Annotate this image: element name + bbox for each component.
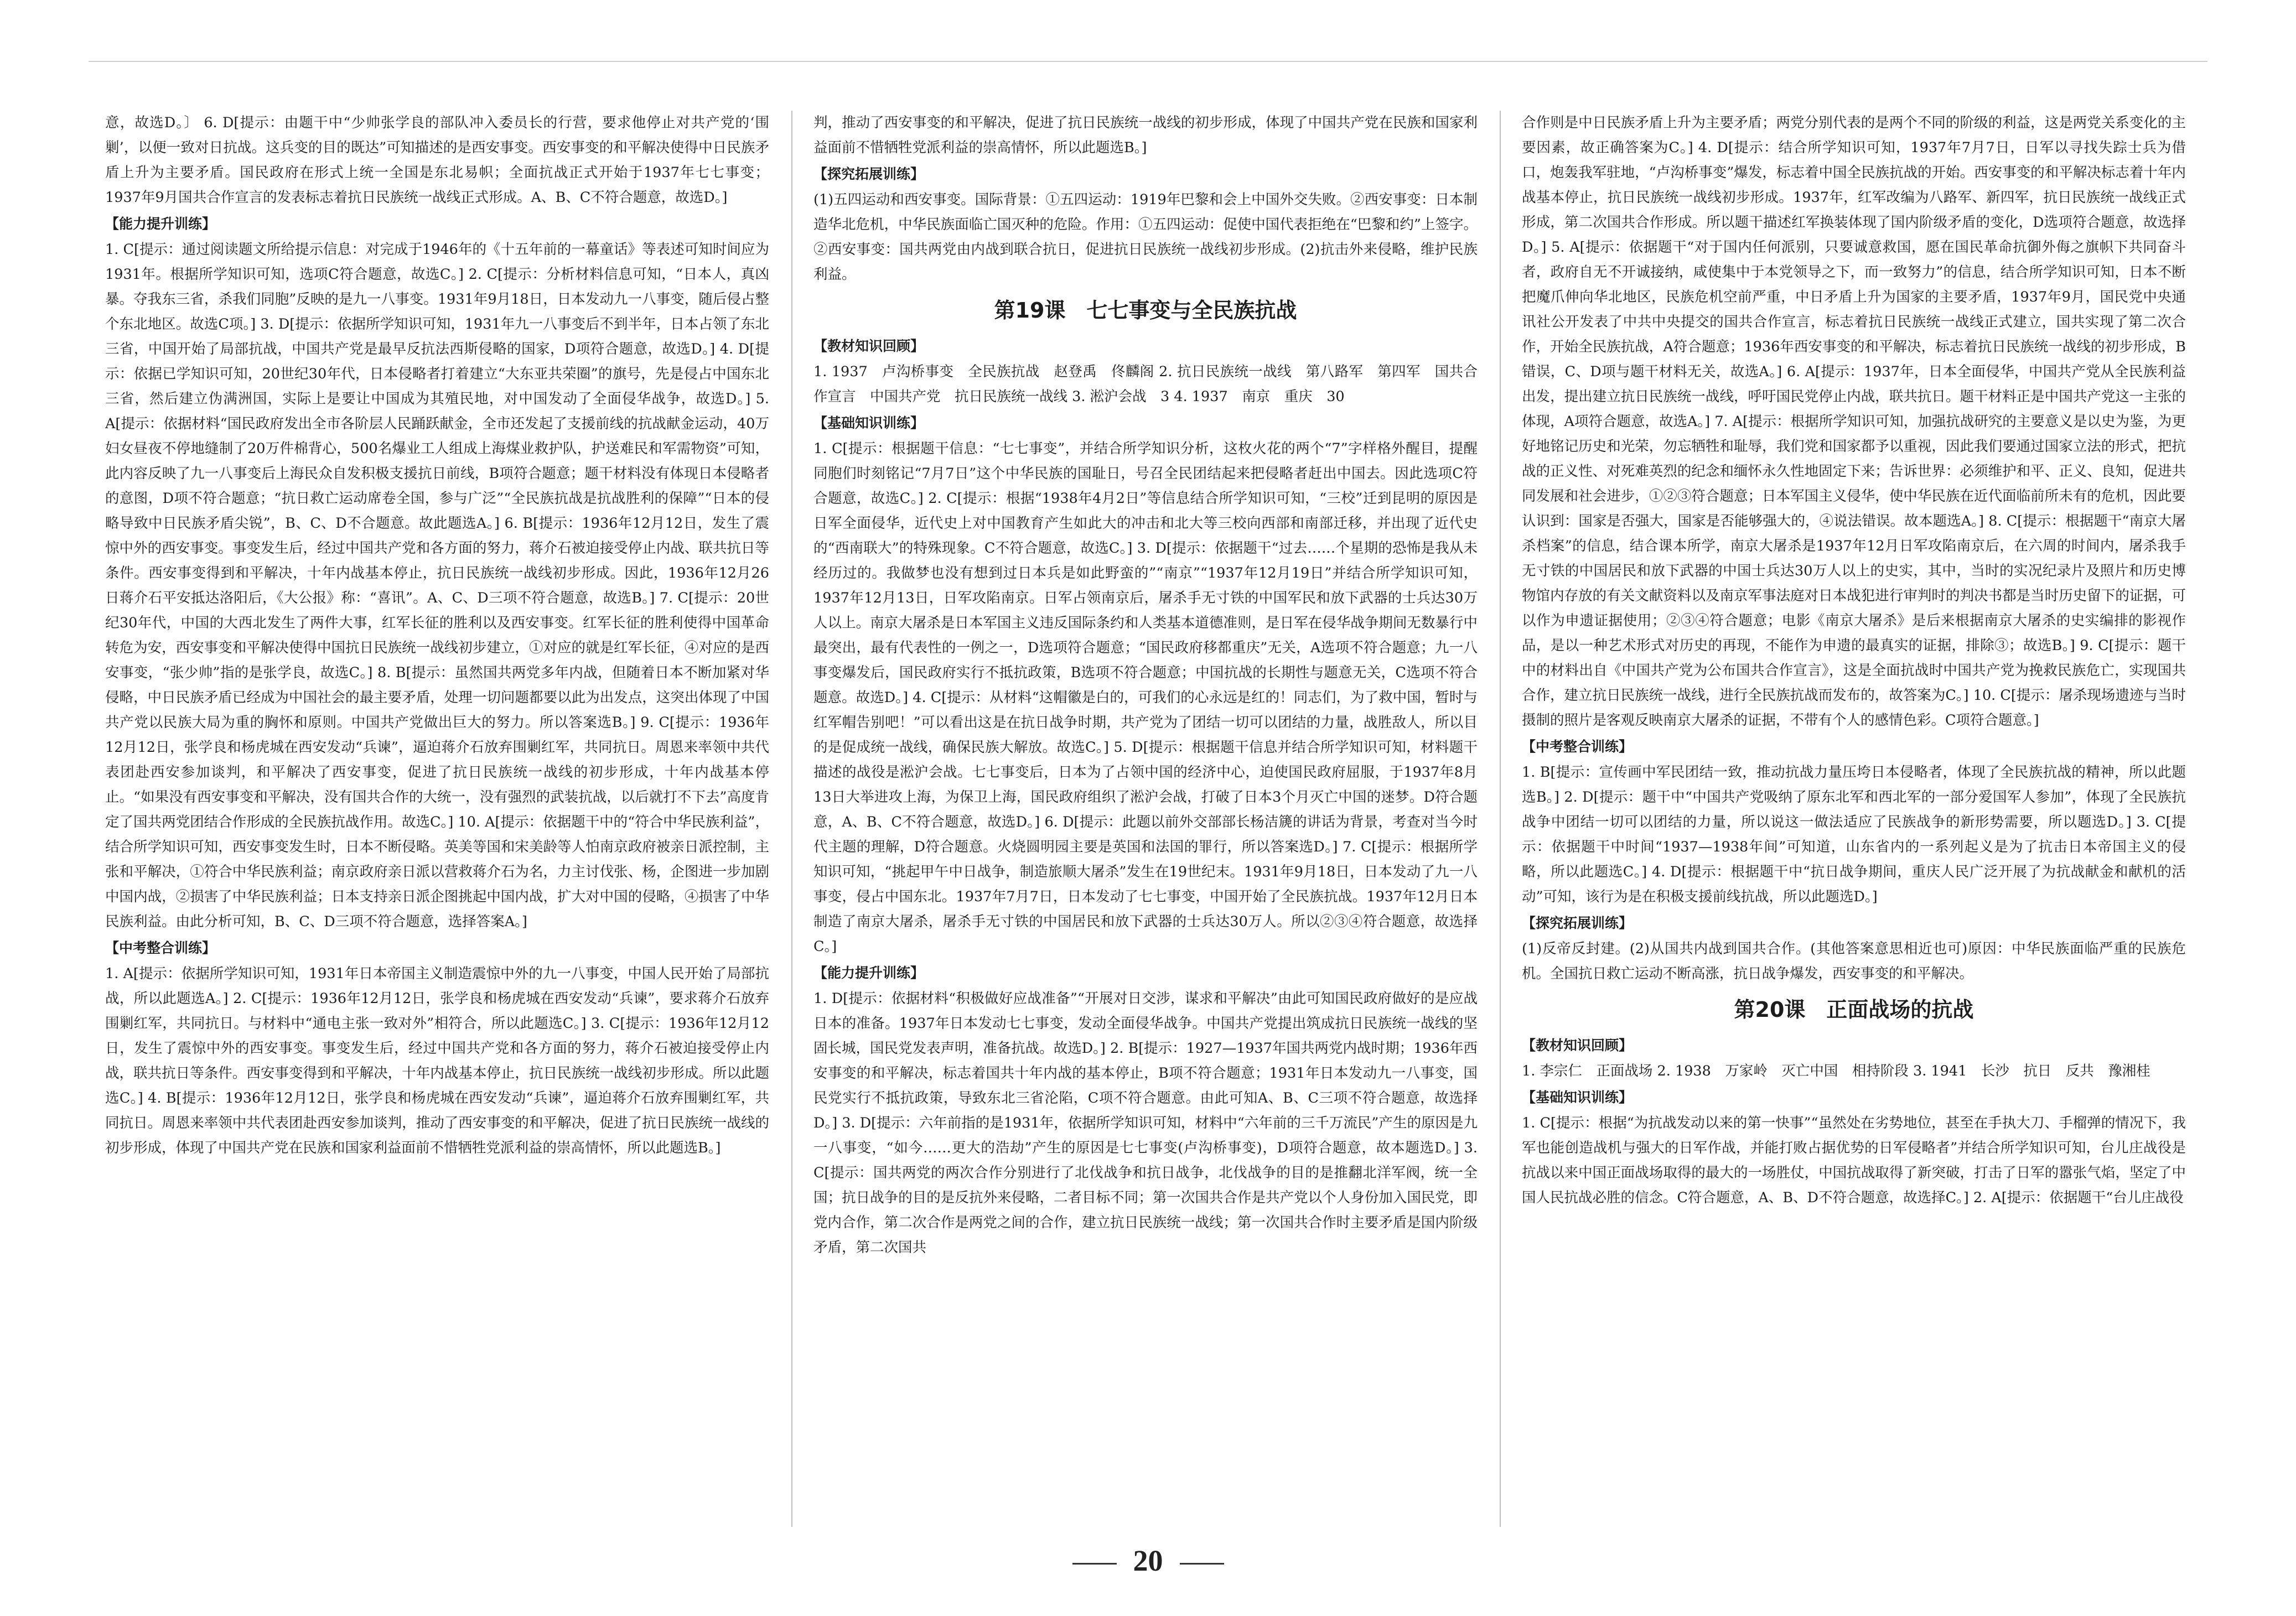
- page-number-text: 20: [1133, 1544, 1163, 1577]
- column-left: [105, 111, 769, 1527]
- paragraph: 意，故选D。〕 6. D[提示：由题干中“少帅张学良的部队冲入委员长的行营，要求他停止对共产党的‘围剿’，以便一致对日抗战。这兵变的目的既达”可知描述的是西安事变。西安事变的和平解决使得中日民族矛盾上升为主要矛盾。国民政府在形式上统一全国是东北易帜；全面抗战正式开始于1937年七七事变；1937年9月国共合作宣言的发表标志着抗日民族统一战线正式形成。A、B、C不符合题意，故选D。]: [105, 115, 769, 206]
- section-heading: 【基础知识训练】: [1522, 1089, 1633, 1105]
- paragraph: 1. C[提示：通过阅读题文所给提示信息：对完成于1946年的《十五年前的一幕童话》等表述可知时间应为1931年。根据所学知识可知，选项C符合题意，故选C。] 2. C[提示：分析材料信息可知，“日本人，真凶暴。夺我东三省，杀我们同胞”反映的是九一八事变。1931年9月18日，日本发动九一八事变，随后侵占整个东北地区。故选C项。] 3. D[提示：依据所学知识可知，1931年九一八事变后不到半年，日本占领了东北三省，中国开始了局部抗战，中国共产党是最早反抗法西斯侵略的国家，D项符合题意，故选D。] 4. D[提示：依据已学知识可知，20世纪30年代，日本侵略者打着建立“大东亚共荣圈”的旗号，先是侵占中国东北三省，然后建立伪满洲国，实际上是要让中国成为其殖民地，对中国发动了全面侵华战争，故选D。] 5. A[提示：依据材料“国民政府发出全市各阶层人民踊跃献金，全市还发起了支援前线的抗战献金运动，40万妇女昼夜不停地缝制了20万件棉背心，500名爆业工人组成上海煤业救护队，护送难民和军需物资”可知，此内容反映了九一八事变后上海民众自发积极支援抗日前线，B项符合题意；题干材料没有体现日本侵略者的意图，D项不符合题意；“抗日救亡运动席卷全国，参与广泛”“全民族抗战是抗战胜利的保障”“日本的侵略导致中日民族矛盾尖锐”，B、C、D不合题意。故此题选A。] 6. B[提示：1936年12月12日，发生了震惊中外的西安事变。事变发生后，经过中国共产党和各方面的努力，蒋介石被迫接受停止内战、联共抗日等条件。西安事变得到和平解决，十年内战基本停止，抗日民族统一战线初步形成。因此，1936年12月26日蒋介石平安抵达洛阳后，《大公报》称：“喜讯”。A、C、D三项不符合题意，故选B。] 7. C[提示：20世纪30年代，中国的大西北发生了两件大事，红军长征的胜利以及西安事变。红军长征的胜利使得中国革命转危为安，西安事变和平解决使得中国抗日民族统一战线初步建立，①对应的就是红军长征，④对应的是西安事变，“张少帅”指的是张学良，故选C。] 8. B[提示：虽然国共两党多年内战，但随着日本不断加紧对华侵略，中日民族矛盾已经成为中国社会的最主要矛盾，处理一切问题都要以此为出发点，这突出体现了中国共产党以民族大局为重的胸怀和原则。中国共产党做出巨大的努力。所以答案选B。] 9. C[提示：1936年12月12日，张学良和杨虎城在西安发动“兵谏”，逼迫蒋介石放弃围剿红军，共同抗日。周恩来率领中共代表团赴西安参加谈判，和平解决了西安事变，促进了抗日民族统一战线的初步形成，十年内战基本停止。“如果没有西安事变和平解决，没有国共合作的大统一，没有强烈的武装抗战，以后就打不下去”高度肯定了国共两党团结合作形成的全民族抗战作用。故选C。] 10. A[提示：依据题干中的“符合中华民族利益”，结合所学知识可知，西安事变发生时，日本不断侵略。英美等国和宋美龄等人怕南京政府被亲日派控制，主张和平解决，①符合中华民族利益；南京政府亲日派以营救蒋介石为名，力主讨伐张、杨，企图进一步加剧中国内战，②损害了中华民族利益；日本支持亲日派企图挑起中国内战，扩大对中国的侵略，④损害了中华民族利益。由此分析可知，B、C、D三项不符合题意，选择答案A。]: [105, 241, 769, 930]
- paragraph: (1)五四运动和西安事变。国际背景：①五四运动：1919年巴黎和会上中国外交失败。②西安事变：日本制造华北危机，中华民族面临亡国灭种的危险。作用：①五四运动：促使中国代表拒绝在“巴黎和约”上签字。②西安事变：国共两党由内战到联合抗日，促进抗日民族统一战线初步形成。(2)抗击外来侵略，维护民族利益。: [813, 191, 1478, 283]
- paragraph: 1. 1937 卢沟桥事变 全民族抗战 赵登禹 佟麟阁 2. 抗日民族统一战线 第八路军 第四军 国共合作宣言 中国共产党 抗日民族统一战线 3. 淞沪会战 3 4. 1937 南京 重庆 30: [813, 363, 1478, 405]
- top-rule: [89, 61, 2207, 62]
- paragraph: 1. D[提示：依据材料“积极做好应战准备”“开展对日交涉，谋求和平解决”由此可知国民政府做好的是应战日本的准备。1937年日本发动七七事变，发动全面侵华战争。中国共产党提出筑成抗日民族统一战线的坚固长城，国民党发表声明，准备抗战。故选D。] 2. B[提示：1927—1937年国共两党内战时期；1936年西安事变的和平解决，标志着国共十年内战的基本停止，B项不符合题意；1931年日本发动九一八事变，国民党实行不抵抗政策，导致东北三省沦陷，C项不符合题意。由此可知A、B、C三项不符合题意，故选择D。] 3. D[提示：六年前指的是1931年，依据所学知识可知，材料中“六年前的三千万流民”产生的原因是九一八事变，“如今……更大的浩劫”产生的原因是七七事变(卢沟桥事变)，D项符合题意，故本题选D。] 3. C[提示：国共两党的两次合作分别进行了北伐战争和抗日战争，北伐战争的目的是推翻北洋军阀，统一全国；抗日战争的目的是反抗外来侵略，二者目标不同；第一次国共合作是共产党以个人身份加入国民党，即党内合作，第二次合作是两党之间的合作，建立抗日民族统一战线；第一次国共合作时主要矛盾是国内阶级矛盾，第二次国共: [813, 990, 1478, 1256]
- paragraph: 1. C[提示：根据题干信息：“七七事变”，并结合所学知识分析，这枚火花的两个“7”字样格外醒目，提醒同胞们时刻铭记“7月7日”这个中华民族的国耻日，号召全民团结起来把侵略者赶出中国去。因此选项C符合题意，故选C。] 2. C[提示：根据“1938年4月2日”等信息结合所学知识可知，“三校”迁到昆明的原因是日军全面侵华，近代史上对中国教育产生如此大的冲击和北大等三校向西部和南部迁移，并出现了近代史的“西南联大”的特殊现象。C不符合题意，故选C。] 3. D[提示：依据题干“过去……个星期的恐怖是我从未经历过的。我做梦也没有想到过日本兵是如此野蛮的”“南京”“1937年12月19日”并结合所学知识可知，1937年12月13日，日军攻陷南京。日军占领南京后，屠杀手无寸铁的中国军民和放下武器的士兵达30万人以上。南京大屠杀是日本军国主义违反国际条约和人类基本道德准则，是日军在侵华战争期间无数暴行中最突出，最有代表性的一例之一，D选项符合题意；“国民政府移都重庆”无关，A选项不符合题意；九一八事变爆发后，国民政府实行不抵抗政策，B选项不符合题意；中国抗战的长期性与题意无关，C选项不符合题意。故选D。] 4. C[提示：从材料“这帽徽是白的，可我们的心永远是红的！同志们，为了救中国，暂时与红军帽告别吧！”可以看出这是在抗日战争时期，共产党为了团结一切可以团结的力量，战胜敌人，所以目的是促成统一战线，确保民族大解放。故选C。] 5. D[提示：根据题干信息并结合所学知识可知，材料题干描述的战役是淞沪会战。七七事变后，日本为了占领中国的经济中心，迫使国民政府屈服，于1937年8月13日大举进攻上海，为保卫上海，国民政府组织了淞沪会战，打破了日本3个月灭亡中国的迷梦。D符合题意，A、B、C不符合题意，故选D。] 6. D[提示：此题以前外交部部长杨洁篪的讲话为背景，考查对当今时代主题的理解，D符合题意。火烧圆明园主要是英国和法国的罪行，所以答案选D。] 7. C[提示：根据所学知识可知，“挑起甲午中日战争，制造旅顺大屠杀”发生在19世纪末。1931年9月18日，日本发动了九一八事变，侵占中国东北。1937年7月7日，日本发动了七七事变，中国开始了全民族抗战。1937年12月日本制造了南京大屠杀，屠杀手无寸铁的中国居民和放下武器的士兵达30万人。所以②③④符合题意，故选择C。]: [813, 440, 1478, 955]
- paragraph: (1)反帝反封建。(2)从国共内战到国共合作。(其他答案意思相近也可)原因：中华民族面临严重的民族危机。全国抗日救亡运动不断高涨，抗日战争爆发，西安事变的和平解决。: [1522, 940, 2186, 982]
- paragraph: 1. C[提示：根据“为抗战发动以来的第一快事”“虽然处在劣势地位，甚至在手执大刀、手榴弹的情况下，我军也能创造战机与强大的日军作战，并能打败占据优势的日军侵略者”并结合所学知识可知，台儿庄战役是抗战以来中国正面战场取得的最大的一场胜仗，中国抗战取得了新突破，打击了日军的嚣张气焰，坚定了中国人民抗战必胜的信念。C符合题意，A、B、D不符合题意，故选择C。] 2. A[提示：依据题干“台儿庄战役: [1522, 1115, 2186, 1206]
- answer-page: [105, 111, 2208, 1549]
- page-number-dash: [1072, 1563, 1117, 1565]
- section-heading: 【基础知识训练】: [813, 415, 925, 431]
- section-heading: 【中考整合训练】: [1522, 739, 1633, 755]
- lesson-title: 第19课 七七事变与全民族抗战: [994, 298, 1297, 323]
- column-middle: [813, 111, 1478, 1527]
- section-heading: 【教材知识回顾】: [813, 338, 925, 354]
- lesson-title: 第20课 正面战场的抗战: [1734, 997, 1974, 1022]
- paragraph: 1. 李宗仁 正面战场 2. 1938 万家岭 灭亡中国 相持阶段 3. 1941 长沙 抗日 反共 豫湘桂: [1522, 1063, 2150, 1079]
- section-heading: 【能力提升训练】: [105, 216, 216, 232]
- section-heading: 【探究拓展训练】: [1522, 915, 1633, 931]
- paragraph: 1. B[提示：宣传画中军民团结一致，推动抗战力量压垮日本侵略者，体现了全民族抗战的精神，所以此题选B。] 2. D[提示：题干中“中国共产党吸纳了原东北军和西北军的一部分爱国军人参加”，体现了全民族抗战争中团结一切可以团结的力量，所以说这一做法适应了民族战争的新形势需要，所以题选D。] 3. C[提示：依据题干中时间“1937—1938年间”可知道，山东省内的一系列起义是为了抗击日本帝国主义的侵略，所以此题选C。] 4. D[提示：根据题干中“抗日战争期间，重庆人民广泛开展了为抗战献金和献机的活动”可知，该行为是在积极支援前线抗战，所以此题选D。]: [1522, 764, 2186, 905]
- column-right: [1522, 111, 2186, 1527]
- column-divider: [791, 111, 792, 1527]
- column-divider: [1500, 111, 1501, 1527]
- section-heading: 【教材知识回顾】: [1522, 1037, 1633, 1053]
- paragraph: 判，推动了西安事变的和平解决，促进了抗日民族统一战线的初步形成，体现了中国共产党在民族和国家利益面前不惜牺牲党派利益的崇高情怀，所以此题选B。]: [813, 115, 1478, 156]
- paragraph: 合作则是中日民族矛盾上升为主要矛盾；两党分别代表的是两个不同的阶级的利益，这是两党关系变化的主要因素，故正确答案为C。] 4. D[提示：结合所学知识可知，1937年7月7日，日军以寻找失踪士兵为借口，炮轰我军驻地，“卢沟桥事变”爆发，标志着中国全民族抗战的开始。西安事变的和平解决标志着十年内战基本停止，抗日民族统一战线初步形成。1937年，红军改编为八路军、新四军，抗日民族统一战线正式形成，第二次国共合作形成。所以题干描述红军换装体现了国内阶级矛盾的变化，D选项符合题意，故选择D。] 5. A[提示：依据题干“对于国内任何派别，只要诚意救国，愿在国民革命抗御外侮之旗帜下共同奋斗者，政府自无不开诚接纳，咸使集中于本党领导之下，而一致努力”的信息，结合所学知识可知，日本不断把魔爪伸向华北地区，民族危机空前严重，中日矛盾上升为国家的主要矛盾，1937年9月，国民党中央通讯社公开发表了中共中央提交的国共合作宣言，标志着抗日民族统一战线正式建立，国共实现了第二次合作，开始全民族抗战，A符合题意；1936年西安事变的和平解决，标志着抗日民族统一战线的初步形成，B错误，C、D项与题干材料无关，故选A。] 6. A[提示：1937年，日本全面侵华，中国共产党从全民族利益出发，提出建立抗日民族统一战线，呼吁国民党停止内战，联共抗日。题干材料正是中国共产党这一主张的体现，A项符合题意，故选A。] 7. A[提示：根据所学知识可知，加强抗战研究的主要意义是以史为鉴，为更好地铭记历史和光荣，勿忘牺牲和耻辱，我们党和国家都予以重视，因此我们要通过国家立法的形式，把抗战的正义性、对死难英烈的纪念和缅怀永久性地固定下来；告诉世界：必须维护和平、正义、良知，促进共同发展和社会进步，①②③符合题意；日本军国主义侵华，使中华民族在近代面临前所未有的危机，因此要认识到：国家是否强大，国家是否能够强大的，④说法错误。故本题选A。] 8. C[提示：根据题干“南京大屠杀档案”的信息，结合课本所学，南京大屠杀是1937年12月日军攻陷南京后，在六周的时间内，屠杀我手无寸铁的中国居民和放下武器的中国士兵达30万人以上的史实，其中，当时的实况纪录片及照片和历史博物馆内存放的有关文献资料以及南京军事法庭对日本战犯进行审判时的判决书都是当时历史留下的证据，可以作为申遗证据使用；②③④符合题意；电影《南京大屠杀》是后来根据南京大屠杀的史实编排的影视作品，是以一种艺术形式对历史的再现，不能作为申遗的最真实的证据，排除③；故选B。] 9. C[提示：题干中的材料出自《中国共产党为公布国共合作宣言》，这是全面抗战时中国共产党为挽救民族危亡，实现国共合作，建立抗日民族统一战线，进行全民族抗战而发布的，故答案为C。] 10. C[提示：屠杀现场遗迹与当时摄制的照片是客观反映南京大屠杀的证据，不带有个人的感情色彩。C项符合题意。]: [1522, 115, 2186, 729]
- paragraph: 1. A[提示：依据所学知识可知，1931年日本帝国主义制造震惊中外的九一八事变，中国人民开始了局部抗战，所以此题选A。] 2. C[提示：1936年12月12日，张学良和杨虎城在西安发动“兵谏”，要求蒋介石放弃围剿红军，共同抗日。与材料中“通电主张一致对外”相符合，所以此题选C。] 3. C[提示：1936年12月12日，发生了震惊中外的西安事变。事变发生后，经过中国共产党和各方面的努力，蒋介石被迫接受停止内战，联共抗日等条件。西安事变得到和平解决，十年内战基本停止，抗日民族统一战线初步形成。所以此题选C。] 4. B[提示：1936年12月12日，张学良和杨虎城在西安发动“兵谏”，逼迫蒋介石放弃围剿红军，共同抗日。周恩来率领中共代表团赴西安参加谈判，推动了西安事变的和平解决，促进了抗日民族统一战线的初步形成，体现了中国共产党在民族和国家利益面前不惜牺牲党派利益的崇高情怀，所以此题选B。]: [105, 965, 769, 1156]
- page-number: [0, 1544, 2296, 1578]
- section-heading: 【中考整合训练】: [105, 940, 216, 956]
- page-number-dash: [1180, 1563, 1224, 1565]
- section-heading: 【探究拓展训练】: [813, 166, 925, 182]
- section-heading: 【能力提升训练】: [813, 965, 925, 981]
